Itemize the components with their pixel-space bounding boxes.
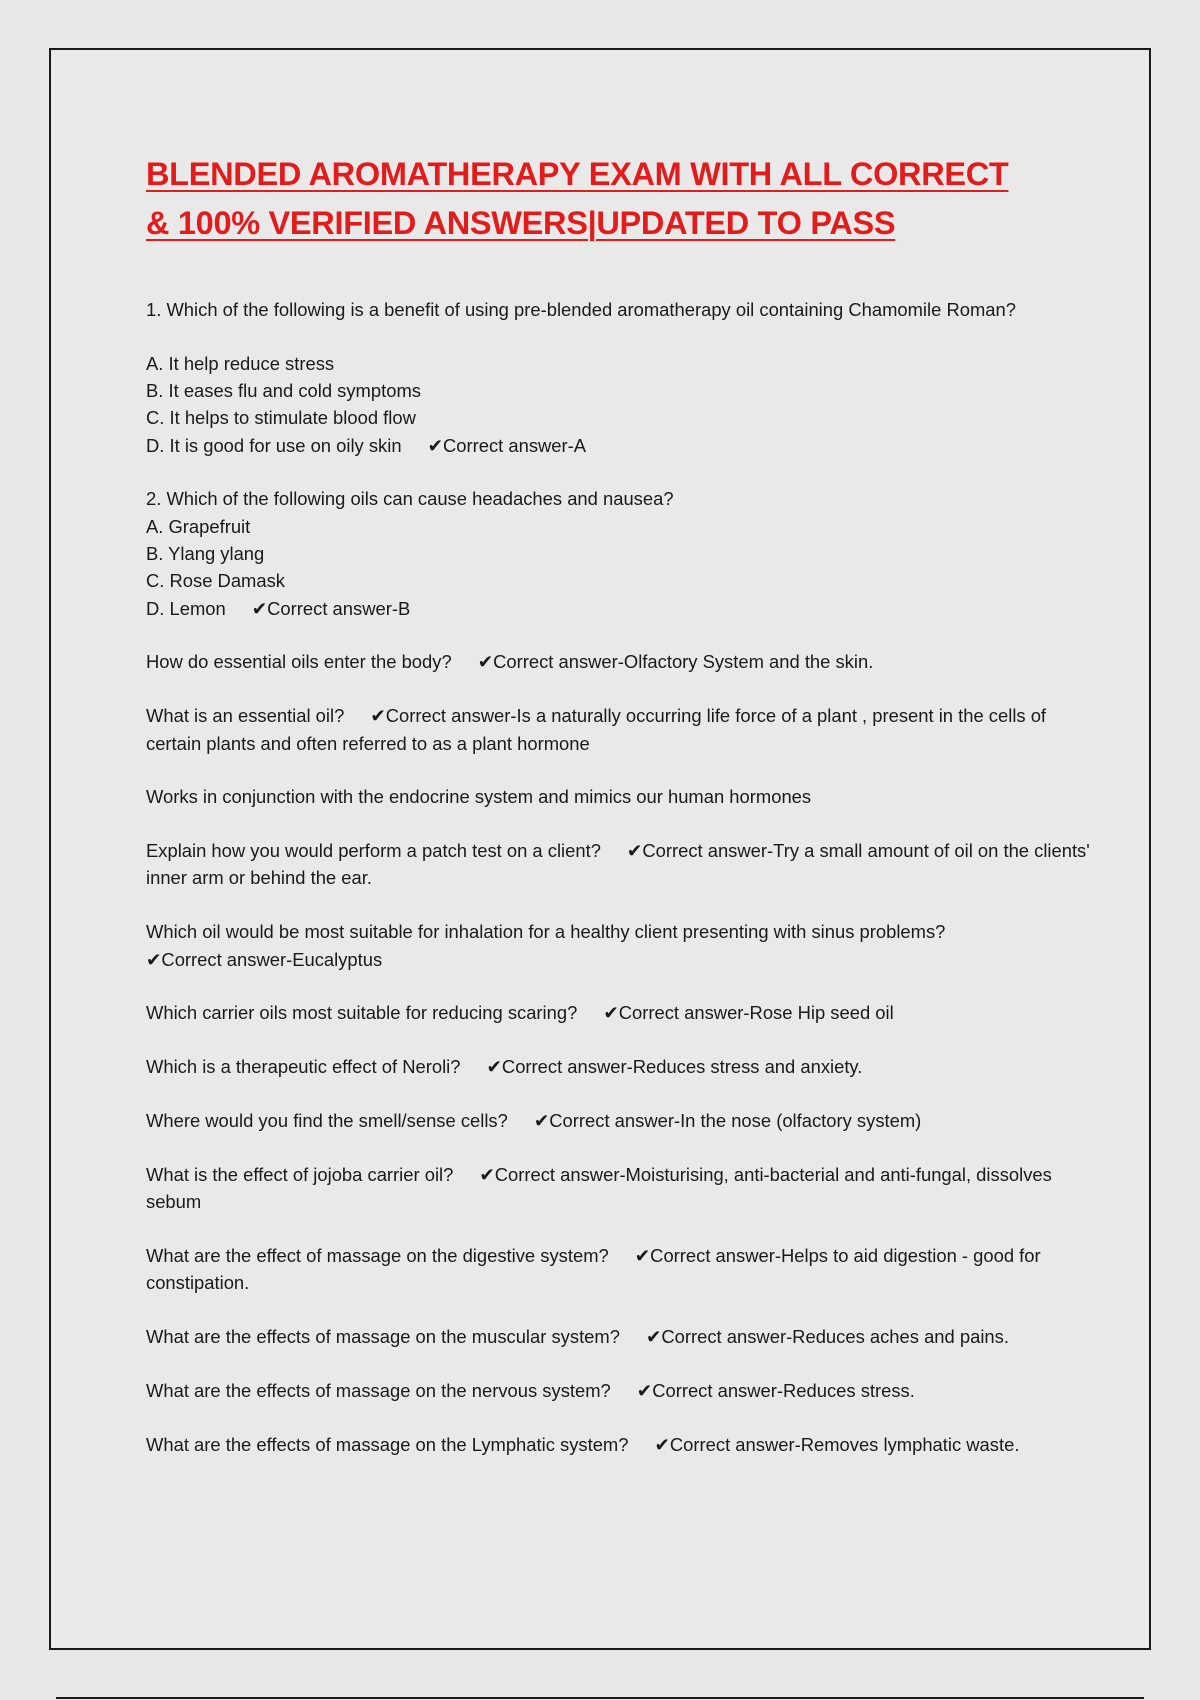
question-text: What are the effects of massage on the Lymphatic system? — [146, 1433, 629, 1455]
footer-divider — [56, 1697, 1144, 1699]
question-text: Which is a therapeutic effect of Neroli? — [146, 1056, 461, 1078]
question-text: What are the effects of massage on the muscular system? — [146, 1325, 620, 1347]
document-title — [146, 150, 1096, 248]
option-d — [146, 595, 1096, 622]
question-2 — [146, 485, 1096, 621]
question-text: 2. Which of the following oils can cause headaches and nausea? — [146, 488, 674, 510]
question-text: Which carrier oils most suitable for reducing scaring? — [146, 1002, 578, 1024]
question-3 — [146, 648, 1096, 675]
question-9 — [146, 1053, 1096, 1080]
options-1 — [146, 350, 1096, 459]
question-1 — [146, 296, 1096, 323]
correct-answer: ✔Correct answer-Reduces stress and anxiety. — [486, 1056, 863, 1078]
correct-answer: ✔Correct answer-A — [427, 434, 587, 456]
question-text: What are the effects of massage on the nervous system? — [146, 1379, 611, 1401]
question-6 — [146, 837, 1096, 892]
option-b: B. Ylang ylang — [146, 543, 265, 565]
correct-answer: ✔Correct answer-B — [251, 597, 411, 619]
title-line-2: & 100% VERIFIED ANSWERS|UPDATED TO PASS — [146, 205, 896, 241]
correct-answer: ✔Correct answer-Rose Hip seed oil — [603, 1002, 894, 1024]
qa-list — [146, 296, 1096, 1458]
correct-answer: ✔Correct answer-Moisturising, anti-bacterial and anti-fungal, dissolves sebum — [146, 1163, 1052, 1213]
question-text: 1. Which of the following is a benefit of using pre-blended aromatherapy oil containing Chamomile Roman? — [146, 299, 1016, 320]
correct-answer: ✔Correct answer-Removes lymphatic waste. — [654, 1433, 1020, 1455]
question-13 — [146, 1323, 1096, 1350]
question-11 — [146, 1161, 1096, 1216]
correct-answer: ✔Correct answer-In the nose (olfactory system) — [533, 1109, 922, 1131]
question-text: How do essential oils enter the body? — [146, 651, 452, 673]
question-4 — [146, 702, 1096, 757]
option-c: C. It helps to stimulate blood flow — [146, 407, 416, 429]
correct-answer: ✔Correct answer-Olfactory System and the skin. — [477, 651, 874, 673]
question-text: What is an essential oil? — [146, 705, 345, 727]
correct-answer: ✔Correct answer-Eucalyptus — [146, 948, 383, 970]
correct-answer: ✔Correct answer-Reduces aches and pains. — [645, 1325, 1009, 1347]
statement-text: Works in conjunction with the endocrine system and mimics our human hormones — [146, 786, 812, 808]
correct-answer: ✔Correct answer-Helps to aid digestion - good for constipation. — [146, 1244, 1041, 1294]
option-d-text: D. It is good for use on oily skin — [146, 434, 402, 456]
question-text: What are the effect of massage on the digestive system? — [146, 1244, 609, 1266]
question-text: Which oil would be most suitable for inhalation for a healthy client presenting with sinus problems? — [146, 921, 946, 943]
question-15 — [146, 1431, 1096, 1458]
document-page — [49, 48, 1151, 1650]
correct-answer: ✔Correct answer-Reduces stress. — [636, 1379, 915, 1401]
statement-5 — [146, 783, 1096, 810]
option-a: A. Grapefruit — [146, 515, 251, 537]
question-text: What is the effect of jojoba carrier oil? — [146, 1163, 454, 1185]
question-12 — [146, 1242, 1096, 1297]
option-d-text: D. Lemon — [146, 597, 226, 619]
option-a: A. It help reduce stress — [146, 352, 335, 374]
question-10 — [146, 1107, 1096, 1134]
question-text: Explain how you would perform a patch test on a client? — [146, 840, 601, 862]
document-content — [146, 150, 1096, 1484]
correct-answer: ✔Correct answer-Try a small amount of oil on the clients' inner arm or behind the ear. — [146, 840, 1090, 889]
correct-answer: ✔Correct answer-Is a naturally occurring life force of a plant , present in the cells of certain plants and often referred to as a plant hormone — [146, 705, 1047, 754]
option-b: B. It eases flu and cold symptoms — [146, 380, 421, 402]
option-c: C. Rose Damask — [146, 570, 285, 592]
title-line-1: BLENDED AROMATHERAPY EXAM WITH ALL CORRECT — [146, 156, 1009, 192]
option-d — [146, 432, 1096, 459]
question-text: Where would you find the smell/sense cells? — [146, 1109, 508, 1131]
question-14 — [146, 1377, 1096, 1404]
question-7 — [146, 918, 1096, 973]
question-8 — [146, 999, 1096, 1026]
